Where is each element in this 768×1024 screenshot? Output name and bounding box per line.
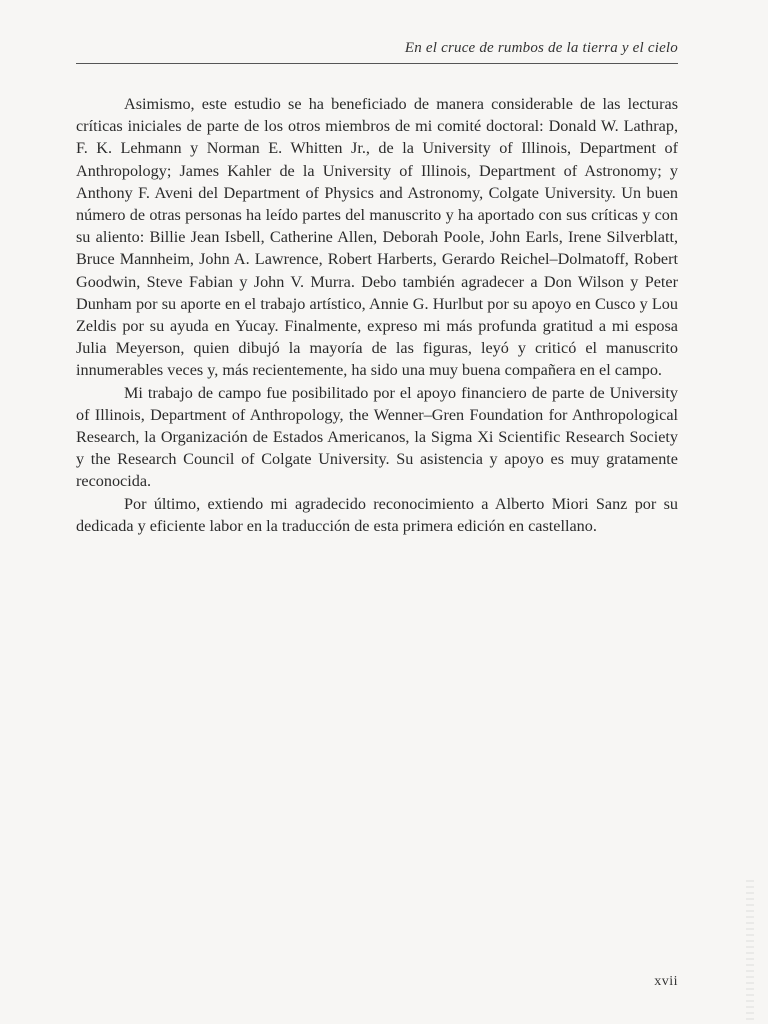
paragraph-acknowledgements-funding: Mi trabajo de campo fue posibilitado por el apoyo financiero de parte de University of Illinois, Department of Anthropology, the Wenner–Gren Foundation for Anthropological Research, la Organización de Estados Americanos, la Sigma Xi Scientific Research Society y the Research Council of Colgate University. Su asistencia y apoyo es muy gratamente reconocida.: [76, 383, 678, 491]
paragraph-acknowledgements-readers: Asimismo, este estudio se ha beneficiado de manera considerable de las lecturas críticas iniciales de parte de los otros miembros de mi comité doctoral: Donald W. Lathrap, F. K. Lehmann y Norman E. Whitten Jr., de la University of Illinois, Department of Anthropology; James Kahler de la University of Illinois, Department of Astronomy; y Anthony F. Aveni del Department of Physics and Astronomy, Colgate University. Un buen número de otras personas ha leído partes del manuscrito y ha aportado con sus críticas y con su aliento: Billie Jean Isbell, Catherine Allen, Deborah Poole, John Earls, Irene Silverblatt, Bruce Mannheim, John A. Lawrence, Robert Harberts, Gerardo Reichel–Dolmatoff, Robert Goodwin, Steve Fabian y John V. Murra. Debo también agradecer a Don Wilson y Peter Dunham por su aporte en el trabajo artístico, Annie G. Hurlbut por su apoyo en Cusco y Lou Zeldis por su ayuda en Yucay. Finalmente, expreso mi más profunda gratitud a mi esposa Julia Meyerson, quien dibujó la mayoría de las figuras, leyó y criticó el manuscrito innumerables veces y, más recientemente, ha sido una muy buena compañera en el campo.: [76, 95, 678, 380]
paragraph-acknowledgements-translator: Por último, extiendo mi agradecido reconocimiento a Alberto Miori Sanz por su dedicada y eficiente labor en la traducción de esta primera edición en castellano.: [76, 494, 678, 535]
running-header: En el cruce de rumbos de la tierra y el cielo: [404, 40, 678, 56]
page-edge-marks: [746, 880, 754, 1020]
body-text: [76, 93, 678, 537]
page-number: xvii: [654, 974, 678, 989]
header-rule: [76, 63, 678, 64]
